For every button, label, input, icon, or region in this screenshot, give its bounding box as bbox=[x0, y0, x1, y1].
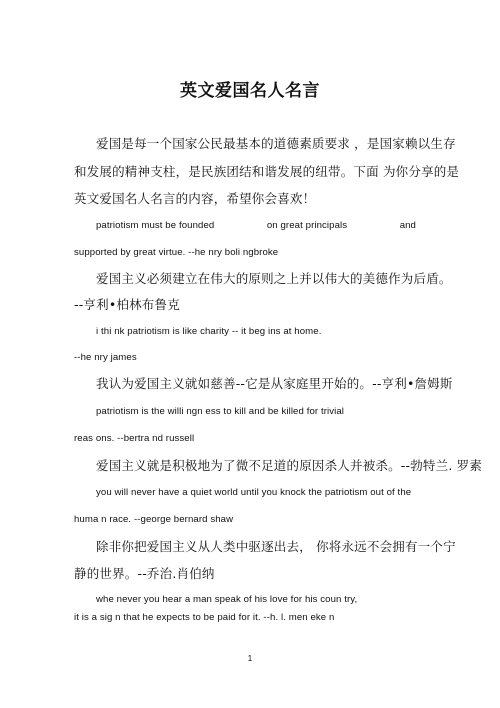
quote-1-chinese-line-1: 爱国主义必须建立在伟大的原则之上并以伟大的美德作为后盾。 bbox=[96, 271, 452, 286]
quote-4-english-line-1: you will never have a quiet world until you knock the patriotism out of the bbox=[96, 487, 412, 498]
quote-4-chinese-line-1: 除非你把爱国主义从人类中驱逐出去， 你将永远不会拥有一个宁 bbox=[96, 539, 456, 554]
quote-1-english-part-1: patriotism must be founded bbox=[96, 220, 215, 231]
intro-line-3: 英文爱国名人名言的内容，希望你会喜欢！ bbox=[74, 191, 316, 206]
quote-2-english-line-2: --he nry james bbox=[74, 352, 137, 363]
quote-1-english-part-3: and bbox=[399, 220, 416, 231]
quote-1-english-part-2: on great principals bbox=[266, 220, 348, 231]
quote-2-english-line-1: i thi nk patriotism is like charity -- it beg ins at home. bbox=[96, 326, 322, 337]
quote-4-chinese-line-2: 静的世界。--乔治.肖伯纳 bbox=[74, 566, 215, 581]
quote-3-english-line-1: patriotism is the willi ngn ess to kill and be killed for trivial bbox=[96, 406, 345, 417]
intro-line-1: 爱国是每一个国家公民最基本的道德素质要求 ，是国家赖以生存 bbox=[96, 136, 456, 151]
page-number: 1 bbox=[247, 654, 253, 663]
intro-line-2: 和发展的精神支柱，是民族团结和谐发展的纽带。下面 为你分享的是 bbox=[74, 164, 460, 179]
quote-4-english-line-2: huma n race. --george bernard shaw bbox=[74, 514, 234, 525]
quote-1-chinese-line-2: --亨利•柏林布鲁克 bbox=[74, 297, 180, 312]
page-title: 英文爱国名人名言 bbox=[180, 81, 320, 101]
quote-3-english-line-2: reas ons. --bertra nd russell bbox=[74, 433, 195, 444]
quote-5-english-line-2: it is a sig n that he expects to be paid for it. --h. l. men eke n bbox=[74, 612, 335, 623]
quote-1-english-line-1 bbox=[96, 219, 416, 233]
quote-2-chinese: 我认为爱国主义就如慈善--它是从家庭里开始的。--亨利•詹姆斯 bbox=[96, 376, 453, 391]
quote-3-chinese: 爱国主义就是积极地为了微不足道的原因杀人并被杀。--勃特兰. 罗素 bbox=[96, 458, 483, 473]
quote-1-english-line-2: supported by great virtue. --he nry boli ngbroke bbox=[74, 247, 279, 258]
quote-5-english-line-1: whe never you hear a man speak of his love for his coun try, bbox=[96, 594, 358, 605]
